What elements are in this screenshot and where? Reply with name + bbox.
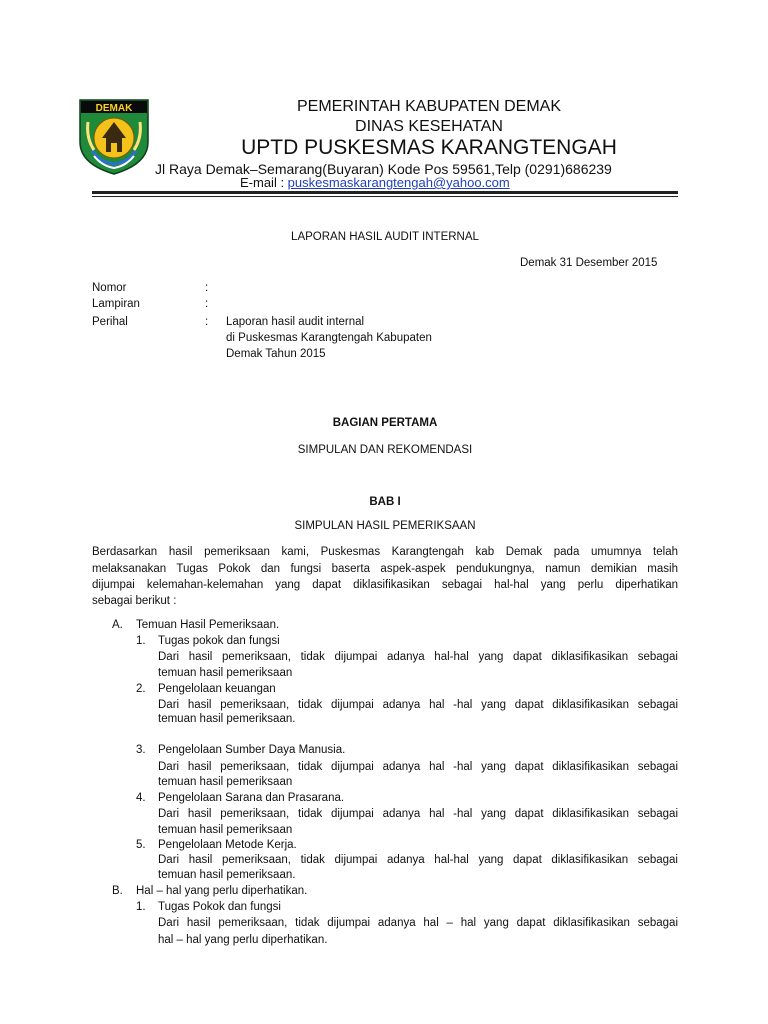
section-letter: B. [112, 885, 123, 897]
intro-line: sebagai berikut : [92, 595, 177, 607]
item-text: temuan hasil pemeriksaan. [158, 713, 296, 725]
item-text: temuan hasil pemeriksaan [158, 667, 293, 679]
letterhead-address: Jl Raya Demak–Semarang(Buyaran) Kode Pos 59561,Telp (0291)686239 [155, 161, 612, 177]
section-subheading: SIMPULAN DAN REKOMENDASI [297, 444, 473, 456]
letterhead-divider [92, 191, 678, 194]
item-number: 4. [136, 792, 146, 804]
email-link[interactable]: puskesmaskarangtengah@yahoo.com [287, 175, 510, 190]
intro-line: dijumpai kelemahan-kelemahan yang dapat diklasifikasikan sebagai hal-hal yang perlu diperhatikan [92, 579, 678, 591]
meta-perihal-cont: Demak Tahun 2015 [226, 348, 326, 360]
intro-line: melaksanakan Tugas Pokok dan fungsi baserta aspek-aspek pendukungnya, namun demikian masih [92, 563, 678, 575]
report-date: Demak 31 Desember 2015 [520, 257, 658, 269]
letterhead-divider-thin [92, 196, 678, 197]
item-title: Pengelolaan keuangan [158, 683, 276, 695]
item-text: Dari hasil pemeriksaan, tidak dijumpai adanya hal -hal yang dapat diklasifikasikan sebagai [158, 808, 678, 820]
item-text: Dari hasil pemeriksaan, tidak dijumpai adanya hal – hal yang dapat diklasifikasikan sebagai [158, 917, 678, 929]
item-number: 5. [136, 839, 146, 851]
intro-line: Berdasarkan hasil pemeriksaan kami, Puskesmas Karangtengah kab Demak pada umumnya telah [92, 546, 678, 558]
meta-value-perihal: Laporan hasil audit internal [226, 316, 365, 328]
item-number: 3. [136, 744, 146, 756]
section-letter: A. [112, 619, 123, 631]
section-heading: BAGIAN PERTAMA [332, 417, 438, 429]
chapter-title: SIMPULAN HASIL PEMERIKSAAN [294, 520, 476, 532]
meta-label-perihal: Perihal [92, 316, 128, 328]
item-title: Pengelolaan Sarana dan Prasarana. [158, 792, 345, 804]
meta-sep-perihal: : [205, 316, 209, 328]
item-text: temuan hasil pemeriksaan [158, 824, 293, 836]
item-text: temuan hasil pemeriksaan [158, 776, 293, 788]
meta-label-lampiran: Lampiran [92, 298, 140, 310]
item-text: Dari hasil pemeriksaan, tidak dijumpai adanya hal-hal yang dapat diklasifikasikan sebagai [158, 651, 678, 663]
item-text: Dari hasil pemeriksaan, tidak dijumpai adanya hal -hal yang dapat diklasifikasikan sebagai [158, 699, 678, 711]
item-title: Tugas Pokok dan fungsi [158, 901, 281, 913]
letterhead-institution: UPTD PUSKESMAS KARANGTENGAH [241, 136, 617, 159]
item-number: 1. [136, 635, 146, 647]
item-number: 2. [136, 683, 146, 695]
demak-regency-logo [78, 98, 150, 176]
item-text: Dari hasil pemeriksaan, tidak dijumpai adanya hal-hal yang dapat diklasifikasikan sebagai [158, 854, 678, 866]
item-text: temuan hasil pemeriksaan. [158, 869, 296, 881]
meta-perihal-cont: di Puskesmas Karangtengah Kabupaten [226, 332, 432, 344]
chapter-heading: BAB I [369, 496, 401, 508]
report-title: LAPORAN HASIL AUDIT INTERNAL [291, 231, 479, 243]
meta-sep-nomor: : [205, 282, 209, 294]
letterhead-email-line [240, 175, 510, 190]
letterhead-government: PEMERINTAH KABUPATEN DEMAK [296, 98, 562, 115]
meta-sep-lampiran: : [205, 298, 209, 310]
item-number: 1. [136, 901, 146, 913]
letterhead-department: DINAS KESEHATAN [355, 118, 503, 135]
section-a-heading: Temuan Hasil Pemeriksaan. [136, 619, 280, 631]
meta-label-nomor: Nomor [92, 282, 127, 294]
item-text: Dari hasil pemeriksaan, tidak dijumpai adanya hal -hal yang dapat diklasifikasikan sebagai [158, 761, 678, 773]
item-text: hal – hal yang perlu diperhatikan. [158, 934, 328, 946]
email-label: E-mail : [240, 175, 288, 190]
section-b-heading: Hal – hal yang perlu diperhatikan. [136, 885, 308, 897]
item-title: Pengelolaan Sumber Daya Manusia. [158, 744, 346, 756]
item-title: Pengelolaan Metode Kerja. [158, 839, 297, 851]
logo-text: DEMAK [95, 103, 133, 114]
item-title: Tugas pokok dan fungsi [158, 635, 280, 647]
